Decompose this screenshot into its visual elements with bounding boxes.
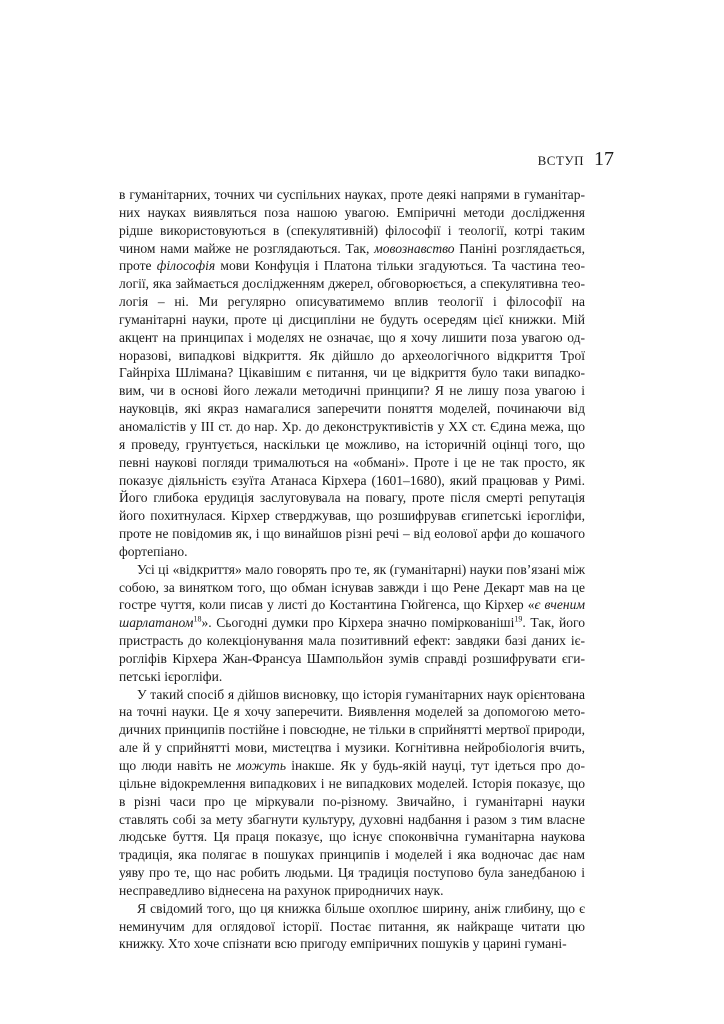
footnote-mark: 18 [193, 614, 202, 624]
paragraph-text: Я свідомий того, що ця книжка більше охоплює ширину, аніж глибину, що є неминучим для оглядової історії. Постає питання, як найкраще читати цю книжку. Хто хоче спізнати всю пригоду емпіричних пошуків у царині гумані- [119, 900, 585, 952]
body-text [119, 186, 585, 953]
paragraph-text: . Так, його пристрасть до колекціонування мала позитивний ефект: завдяки базі даних ієрогліфів Кірхера Жан-Франсуа Шампольйон зумів справді розшифрувати єгипетські ієрогліфи. [119, 615, 585, 684]
paragraph [119, 561, 585, 686]
emphasized-text: є вченим шарлатаном [119, 597, 585, 631]
page-number: 17 [594, 148, 614, 170]
footnote-mark: 19 [514, 614, 523, 624]
paragraph [119, 686, 585, 900]
emphasized-text: філософія [156, 258, 216, 274]
paragraph-text: Паніні розглядається, проте [119, 240, 585, 274]
paragraph-text: ». Сьогодні думки про Кірхера значно поміркованіші [201, 615, 515, 631]
section-title: ВСТУП [537, 153, 584, 168]
paragraph-text: мови Конфуція і Платона тільки згадуються. Та частина теології, яка займається дослідженням джерел, обговорюється, а спекулятивна теологія – ні. Ми регулярно описуватимемо вплив теології і філософії на гуманітарні науки, проте ці дисципліни не будуть осередям цієї книжки. Мій акцент на принципах і моделях не означає, що я хочу лишити поза увагою одноразові, випадкові відкриття. Як дійшло до археологічного відкриття Трої Гайнріха Шлімана? Цікавішим є питання, чи це відкриття було таки випадковим, чи в основі його лежали методичні принципи? Я не лишу поза увагою і науковців, які якраз намагалися заперечити поняття моделей, починаючи від аномалістів у III ст. до нар. Хр. до деконструктивістів у XX ст. Єдина межа, що я проведу, грунтується, наскільки це можливо, на історичній оцінці того, що певні наукові погляди трималються на «обмані». Проте і це не так просто, як показує діяльність єзуїта Атанаса Кірхера (1601–1680), який працював у Римі. Його глибока ерудиція заслуговувала на повагу, проте після смерті репутація його похитнулася. Кірхер стверджував, що розшифрував єгипетські ієрогліфи, проте не повідомив як, і що винайшов різні речі – від еолової арфи до кошачого фортепіано. [119, 258, 585, 559]
paragraph [119, 900, 585, 954]
emphasized-text: мовознавство [374, 240, 455, 256]
running-header [538, 148, 614, 171]
paragraph-text: в гуманітарних, точних чи суспільних науках, проте деякі напрями в гуманітарних науках виявляться поза нашою увагою. Емпіричні методи дослідження рідше використовуються в (спекулятивній) філософії і теології, котрі таким чином нами майже не розглядаються. Так, [119, 187, 585, 256]
paragraph-text: У такий спосіб я дійшов висновку, що історія гуманітарних наук орієнтована на точні науки. Це я хочу заперечити. Виявлення моделей за допомогою методичних принципів постійне і повсюдне, не тільки в сприйнятті мертвої природи, але й у сприйнятті мови, мистецтва і музики. Когнітивна нейробіологія вчить, що люди навіть не [119, 686, 585, 773]
paragraph-text: Усі ці «відкриття» мало говорять про те, як (гуманітарні) науки пов’язані між собою, за винятком того, що обман існував завжди і що Рене Декарт мав на це гостре чуття, коли писав у листі до Костантина Гюйгенса, що Кірхер « [119, 561, 585, 613]
paragraph-text: інакше. Як у будь-якій науці, тут ідеться про доцільне відокремлення випадкових і не випадкових моделей. Історія показує, що в різні часи про це міркували по-різному. Звичайно, і гуманітарні науки ставлять собі за мету збагнути культуру, духовні надбання і разом з тим власне людське буття. Ця праця показує, що існує споконвічна гуманітарна наукова традиція, яка полягає в пошуках принципів і моделей і яка водночас дає нам уяву про те, що нас робить людьми. Ця традиція поступово була занедбаною і несправедливо віднесена на рахунок природничих наук. [119, 758, 585, 898]
emphasized-text: можуть [236, 758, 286, 773]
paragraph [119, 186, 585, 561]
